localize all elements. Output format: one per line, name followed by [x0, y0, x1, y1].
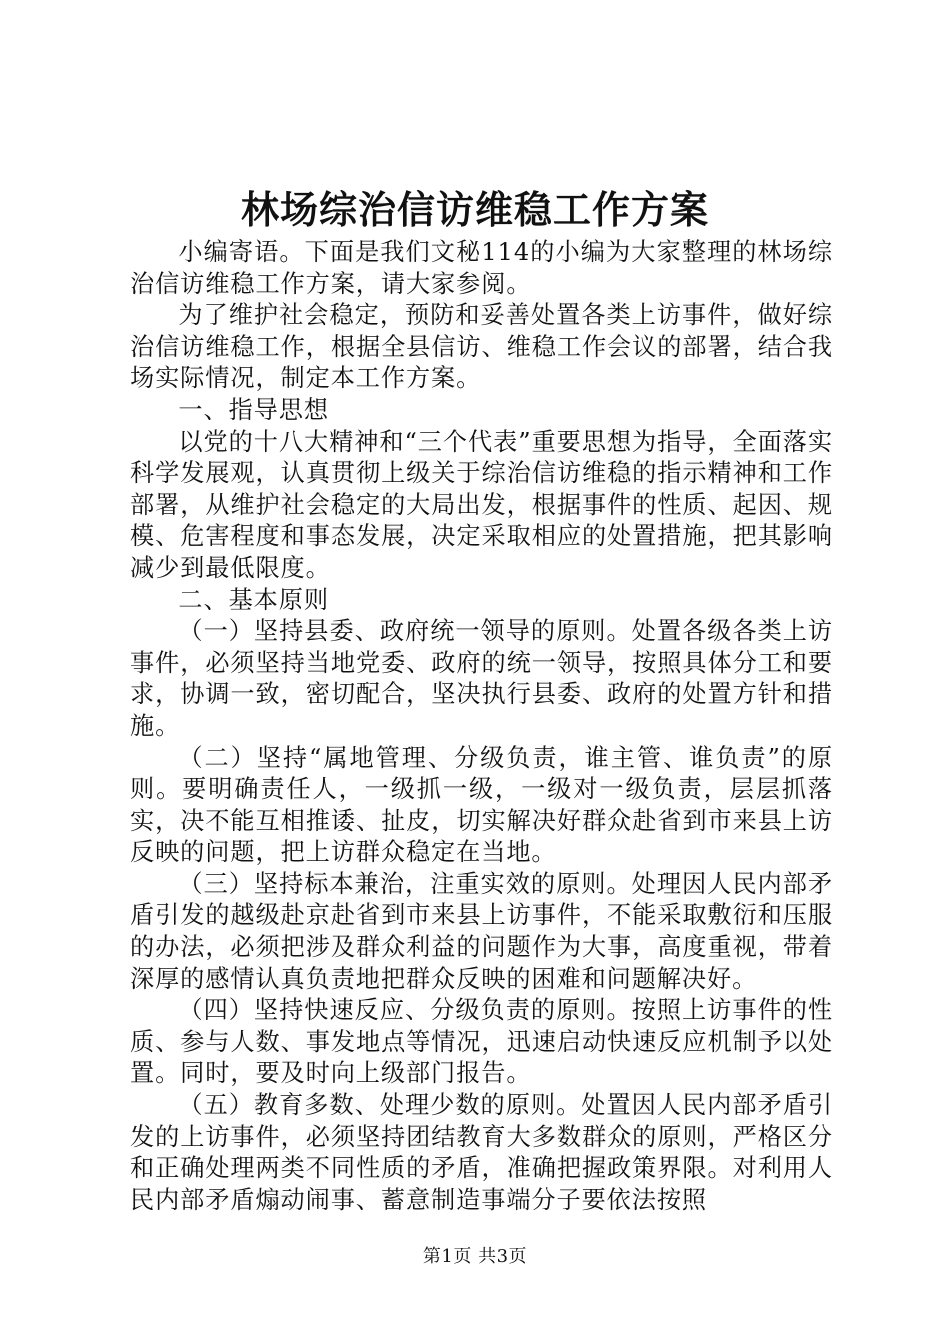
page-footer: 第1页 共3页 [422, 1246, 528, 1267]
section-heading-basic-principles: 二、基本原则 [178, 585, 329, 614]
paragraph-principle-3: （三）坚持标本兼治，注重实效的原则。处理因人民内部矛盾引发的越级赴京赴省到市来县上访事件，不能采取敷衍和压服的办法，必须把涉及群众利益的问题作为大事，高度重视，带着深厚的感情认真负责地把群众反映的困难和问题解决好。 [130, 869, 833, 993]
paragraph-intro: 小编寄语。下面是我们文秘114的小编为大家整理的林场综治信访维稳工作方案，请大家参阅。 [130, 238, 833, 298]
paragraph-principle-5: （五）教育多数、处理少数的原则。处置因人民内部矛盾引发的上访事件，必须坚持团结教育大多数群众的原则，严格区分和正确处理两类不同性质的矛盾，准确把握政策界限。对利用人民内部矛盾煽动闹事、蓄意制造事端分子要依法按照 [130, 1091, 833, 1214]
document-title: 林场综治信访维稳工作方案 [240, 187, 709, 232]
paragraph-purpose: 为了维护社会稳定，预防和妥善处置各类上访事件，做好综治信访维稳工作，根据全县信访、维稳工作会议的部署，结合我场实际情况，制定本工作方案。 [130, 301, 833, 393]
paragraph-principle-2: （二）坚持“属地管理、分级负责，谁主管、谁负责”的原则。要明确责任人，一级抓一级，一级对一级负责，层层抓落实，决不能互相推诿、扯皮，切实解决好群众赴省到市来县上访反映的问题，把上访群众稳定在当地。 [130, 743, 833, 867]
paragraph-principle-4: （四）坚持快速反应、分级负责的原则。按照上访事件的性质、参与人数、事发地点等情况，迅速启动快速反应机制予以处置。同时，要及时向上级部门报告。 [130, 996, 833, 1088]
document-body [130, 237, 833, 1216]
section-heading-guiding-ideology: 一、指导思想 [178, 395, 329, 424]
paragraph-guiding-ideology: 以党的十八大精神和“三个代表”重要思想为指导，全面落实科学发展观，认真贯彻上级关于综治信访维稳的指示精神和工作部署，从维护社会稳定的大局出发，根据事件的性质、起因、规模、危害程度和事态发展，决定采取相应的处置措施，把其影响减少到最低限度。 [130, 427, 833, 582]
paragraph-principle-1: （一）坚持县委、政府统一领导的原则。处置各级各类上访事件，必须坚持当地党委、政府的统一领导，按照具体分工和要求，协调一致，密切配合，坚决执行县委、政府的处置方针和措施。 [130, 617, 833, 740]
